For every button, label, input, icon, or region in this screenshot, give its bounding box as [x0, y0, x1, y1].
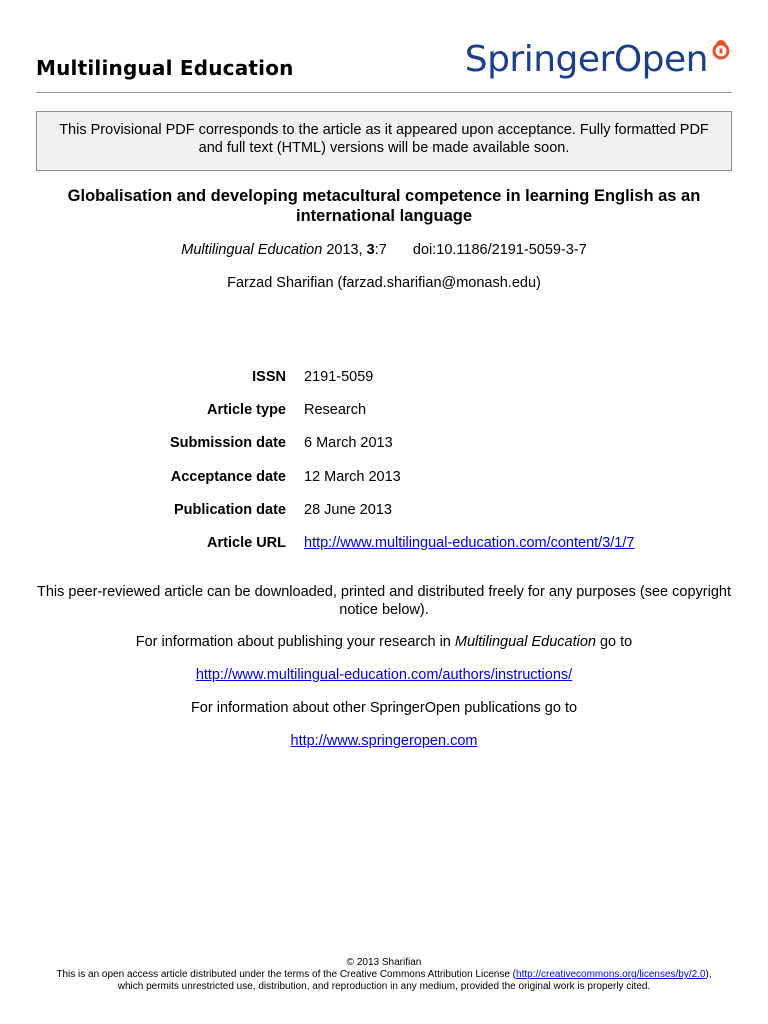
springeropen-line [30, 732, 738, 750]
author-instructions-line [30, 666, 738, 684]
metadata-label: Acceptance date [170, 468, 286, 485]
metadata-label: Publication date [174, 501, 286, 518]
peer-reviewed-notice: This peer-reviewed article can be downloaded, printed and distributed freely for any purposes (see copyright notice below). [37, 584, 731, 618]
notice-text: This Provisional PDF corresponds to the article as it appeared upon acceptance. Fully formatted PDF and full text (HTML) versions will be made available soon. [59, 122, 709, 156]
publishing-info-suffix: go to [595, 634, 633, 650]
article-url-link[interactable]: http://www.multilingual-education.com/content/3/1/7 [304, 534, 635, 551]
springer-open-lock-icon [710, 38, 732, 60]
page-header [36, 32, 732, 93]
citation-year: 2013, [326, 242, 363, 258]
author-instructions-link[interactable]: http://www.multilingual-education.com/authors/instructions/ [195, 667, 573, 683]
metadata-value: 6 March 2013 [304, 435, 393, 452]
citation-issue: :7 [374, 242, 387, 258]
metadata-value: 2191-5059 [304, 369, 374, 385]
citation-journal: Multilingual Education [181, 242, 323, 258]
citation-line [0, 242, 768, 258]
journal-name: Multilingual Education [36, 56, 294, 80]
provisional-notice [36, 111, 732, 171]
other-publications-info: For information about other SpringerOpen publications go to [190, 700, 578, 716]
copyright-footer [0, 957, 768, 993]
license-suffix: ), [705, 969, 712, 980]
metadata-row-issn [0, 369, 768, 402]
publisher-name: SpringerOpen [464, 39, 708, 80]
metadata-row-submission-date [0, 435, 768, 468]
publishing-info [30, 633, 738, 651]
metadata-label: Article URL [207, 534, 286, 551]
citation-doi: doi:10.1186/2191-5059-3-7 [412, 242, 587, 258]
publishing-info-journal: Multilingual Education [454, 634, 596, 650]
metadata-row-acceptance-date [0, 469, 768, 502]
publishing-info-prefix: For information about publishing your research in [135, 634, 455, 650]
metadata-value: Research [304, 402, 367, 419]
license-link[interactable]: http://creativecommons.org/licenses/by/2.0 [516, 969, 706, 980]
metadata-row-article-type [0, 402, 768, 435]
article-metadata [0, 369, 768, 568]
license-prefix: This is an open access article distributed under the terms of the Creative Commons Attribution License ( [56, 969, 517, 980]
author-line: Farzad Sharifian (farzad.sharifian@monash.edu) [227, 275, 541, 291]
metadata-row-publication-date [0, 502, 768, 535]
metadata-label: Article type [207, 402, 286, 419]
metadata-label: ISSN [252, 369, 286, 385]
metadata-row-article-url [0, 535, 768, 568]
license-line-2: which permits unrestricted use, distribution, and reproduction in any medium, provided the original work is properly cited. [117, 981, 651, 992]
metadata-value: 28 June 2013 [304, 501, 392, 518]
article-title: Globalisation and developing metacultural competence in learning English as an international language [67, 187, 701, 225]
metadata-label: Submission date [169, 435, 286, 452]
springeropen-link[interactable]: http://www.springeropen.com [290, 733, 478, 749]
license-line [0, 969, 768, 981]
copyright-line: © 2013 Sharifian [346, 957, 422, 968]
citation-volume: 3 [366, 242, 375, 258]
springer-open-logo [465, 40, 732, 80]
metadata-value: 12 March 2013 [304, 468, 401, 485]
